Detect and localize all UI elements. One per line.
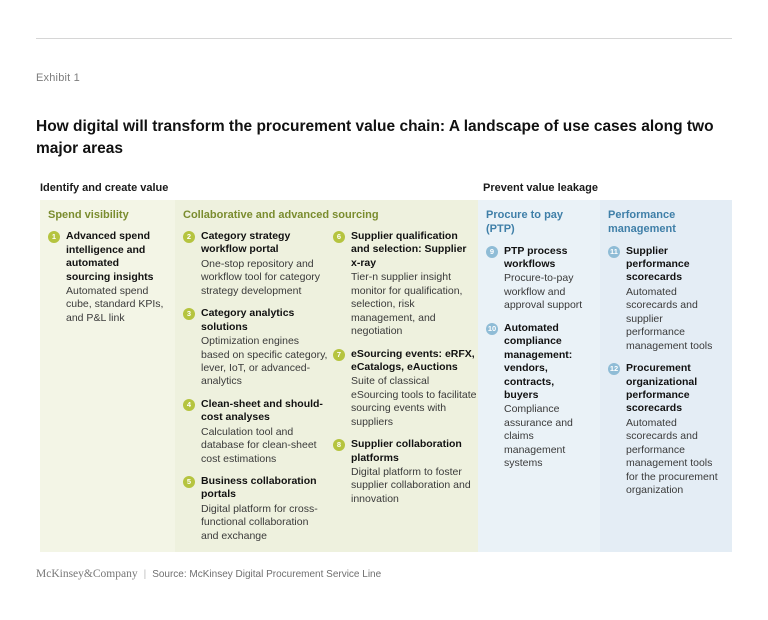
item-description: Automated spend cube, standard KPIs, and P&L link: [66, 285, 164, 324]
item-title: Clean-sheet and should-cost analyses: [201, 397, 323, 424]
item-title: Supplier performance scorecards: [626, 244, 690, 284]
item-number-badge: 6: [333, 231, 345, 243]
column-spend-visibility: [40, 200, 175, 552]
subcolumn-left: [183, 230, 328, 552]
item-description: Digital platform for cross-functional collaboration and exchange: [201, 502, 318, 542]
use-case-band: [40, 200, 732, 552]
page-title: How digital will transform the procurement value chain: A landscape of use cases along two major areas: [36, 118, 714, 158]
use-case-item: [333, 230, 478, 339]
item-number-badge: 7: [333, 349, 345, 361]
item-number-badge: 12: [609, 364, 619, 374]
item-description: Tier-n supplier insight monitor for qualification, selection, risk management, and negotiation: [351, 271, 463, 338]
item-number-badge: 2: [183, 231, 195, 243]
use-case-item: [333, 438, 478, 506]
area-labels: [40, 182, 732, 196]
footer-separator: |: [143, 569, 147, 580]
footer: [36, 568, 736, 580]
item-description: Automated scorecards and supplier performance management tools: [626, 285, 713, 352]
item-title: Procurement organizational performance scorecards: [626, 362, 698, 415]
item-title: Supplier qualification and selection: Supplier x-ray: [351, 230, 467, 269]
item-description: Automated scorecards and performance management tools for the procurement organization: [626, 416, 718, 497]
use-case-item: [333, 348, 478, 430]
item-number-badge: 10: [487, 323, 497, 333]
item-description: Suite of classical eSourcing tools to facilitate sourcing events with suppliers: [351, 375, 477, 428]
column-title: Collaborative and advanced sourcing: [183, 209, 379, 221]
item-title: Supplier collaboration platforms: [351, 438, 462, 464]
item-description: Optimization engines based on specific category, lever, IoT, or advanced-analytics: [201, 335, 328, 388]
item-number-badge: 4: [183, 399, 195, 411]
use-case-item: [183, 230, 328, 298]
item-title: PTP process workflows: [504, 244, 568, 271]
top-divider: [36, 38, 732, 39]
use-case-item: [486, 245, 590, 313]
column-title: Performance management: [608, 209, 676, 236]
use-case-item: [183, 307, 328, 389]
item-number-badge: 9: [486, 246, 498, 258]
column-procure-to-pay: [478, 200, 600, 552]
item-title: Category analytics solutions: [201, 307, 295, 333]
item-title: Advanced spend intelligence and automated sourcing insights: [66, 230, 154, 283]
item-title: Business collaboration portals: [201, 475, 317, 501]
column-collaborative-advanced-sourcing: [175, 200, 478, 552]
exhibit-label: Exhibit 1: [36, 72, 80, 84]
item-number-badge: 8: [333, 439, 345, 451]
item-description: Procure-to-pay workflow and approval support: [504, 272, 583, 312]
item-title: Category strategy workflow portal: [201, 230, 291, 256]
use-case-item: [486, 322, 590, 471]
column-performance-management: [600, 200, 732, 552]
item-number-badge: 5: [183, 476, 195, 488]
column-title: Spend visibility: [48, 209, 129, 221]
item-title: Automated compliance management: vendors, contracts, buyers: [504, 321, 573, 401]
item-description: One-stop repository and workflow tool for category strategy development: [201, 257, 321, 297]
area-label-prevent-value-leakage: Prevent value leakage: [483, 182, 598, 194]
use-case-item: [608, 245, 722, 354]
use-case-item: [183, 398, 328, 466]
column-title: Procure to pay (PTP): [486, 209, 564, 236]
item-title: eSourcing events: eRFX, eCatalogs, eAuctions: [351, 347, 475, 373]
area-label-identify-create-value: Identify and create value: [40, 182, 169, 194]
subcolumn-right: [333, 230, 478, 515]
item-description: Calculation tool and database for clean-sheet cost estimations: [201, 425, 317, 465]
footer-source: Source: McKinsey Digital Procurement Service Line: [152, 569, 382, 580]
item-number-badge: 1: [48, 231, 60, 243]
item-number-badge: 11: [608, 246, 620, 258]
use-case-item: [183, 475, 328, 543]
use-case-item: [608, 362, 722, 497]
item-description: Digital platform to foster supplier collaboration and innovation: [351, 466, 471, 505]
use-case-item: [48, 230, 165, 325]
item-number-badge: 3: [183, 308, 195, 320]
item-description: Compliance assurance and claims management systems: [504, 403, 573, 470]
brand-logo-text: McKinsey&Company: [36, 568, 138, 580]
